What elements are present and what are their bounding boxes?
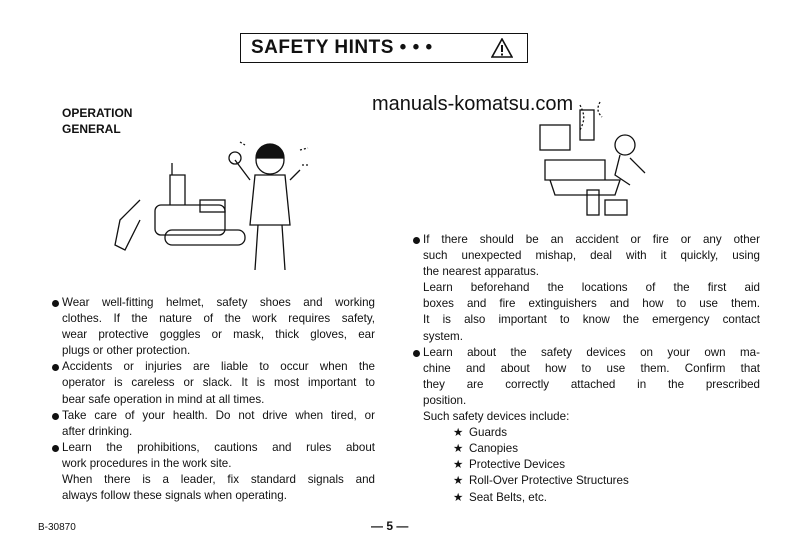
- text-line: clothes. If the nature of the work requires safety,: [62, 312, 375, 326]
- text-line: after drinking.: [62, 424, 133, 438]
- text-line: plugs or other protection.: [62, 344, 191, 358]
- bullet-item: [413, 232, 760, 345]
- bullet-item: [52, 359, 375, 407]
- device-label: Canopies: [469, 442, 518, 456]
- device-list-item: [423, 425, 760, 441]
- device-list-item: [423, 490, 760, 506]
- star-icon: ★: [453, 474, 464, 488]
- text-line: When there is a leader, fix standard signals and: [62, 473, 375, 487]
- watermark: manuals-komatsu.com: [372, 93, 574, 115]
- text-line: Take care of your health. Do not drive when tired, or: [62, 408, 375, 422]
- text-line: work procedures in the work site.: [62, 456, 232, 470]
- right-column: [413, 232, 760, 506]
- left-column: [52, 295, 375, 504]
- text-line: position.: [423, 393, 467, 407]
- header-title: SAFETY HINTS • • •: [251, 37, 433, 58]
- text-line: operator is careless or slack. It is most important to: [62, 376, 375, 390]
- star-icon: ★: [453, 442, 464, 456]
- page-header: [240, 33, 528, 63]
- bullet-icon: [413, 350, 420, 357]
- text-line: wear protective goggles or mask, thick gloves, ear: [62, 328, 375, 342]
- bullet-icon: [52, 445, 59, 452]
- text-line: Learn about the safety devices on your own ma-: [423, 345, 760, 359]
- text-line: bear safe operation in mind at all times.: [62, 392, 265, 406]
- device-label: Guards: [469, 426, 508, 440]
- text-line: Accidents or injuries are liable to occur when the: [62, 360, 375, 374]
- document-code: B-30870: [38, 522, 76, 533]
- text-line: system.: [423, 329, 463, 343]
- device-list-item: [423, 457, 760, 473]
- text-line: Learn the prohibitions, cautions and rules about: [62, 440, 375, 454]
- bullet-icon: [52, 300, 59, 307]
- page-number: — 5 —: [371, 519, 409, 533]
- text-line: chine and about how to use them. Confirm that: [423, 361, 760, 375]
- text-line: It is also important to know the emergency contact: [423, 313, 760, 327]
- device-label: Protective Devices: [469, 458, 566, 472]
- text-line: always follow these signals when operating.: [62, 489, 287, 503]
- bullet-item: [52, 408, 375, 440]
- emergency-illustration: [525, 100, 665, 225]
- text-line: Wear well-fitting helmet, safety shoes and working: [62, 296, 375, 309]
- bullet-icon: [52, 364, 59, 371]
- star-icon: ★: [453, 458, 464, 472]
- text-line: Such safety devices include:: [423, 410, 570, 424]
- bullet-item: [52, 295, 375, 359]
- text-line: such unexpected mishap, deal with it quickly, using: [423, 249, 760, 263]
- bullet-icon: [52, 413, 59, 420]
- warning-triangle-icon: [491, 38, 513, 58]
- star-icon: ★: [453, 490, 464, 504]
- bullet-icon: [413, 237, 420, 244]
- star-icon: ★: [453, 426, 464, 440]
- section-title: OPERATION: [62, 106, 133, 120]
- text-line: Learn beforehand the locations of the first aid: [423, 281, 760, 295]
- bullet-item: [52, 440, 375, 504]
- text-line: If there should be an accident or fire or any other: [423, 233, 760, 246]
- text-line: the nearest apparatus.: [423, 265, 540, 279]
- text-line: boxes and fire extinguishers and how to use them.: [423, 297, 760, 311]
- device-label: Roll-Over Protective Structures: [469, 474, 629, 488]
- bullet-item: [413, 345, 760, 506]
- text-line: they are correctly attached in the prescribed: [423, 377, 760, 391]
- section-subtitle: GENERAL: [62, 122, 121, 136]
- operator-illustration: [110, 130, 335, 280]
- device-label: Seat Belts, etc.: [469, 490, 547, 504]
- device-list-item: [423, 441, 760, 457]
- device-list-item: [423, 473, 760, 489]
